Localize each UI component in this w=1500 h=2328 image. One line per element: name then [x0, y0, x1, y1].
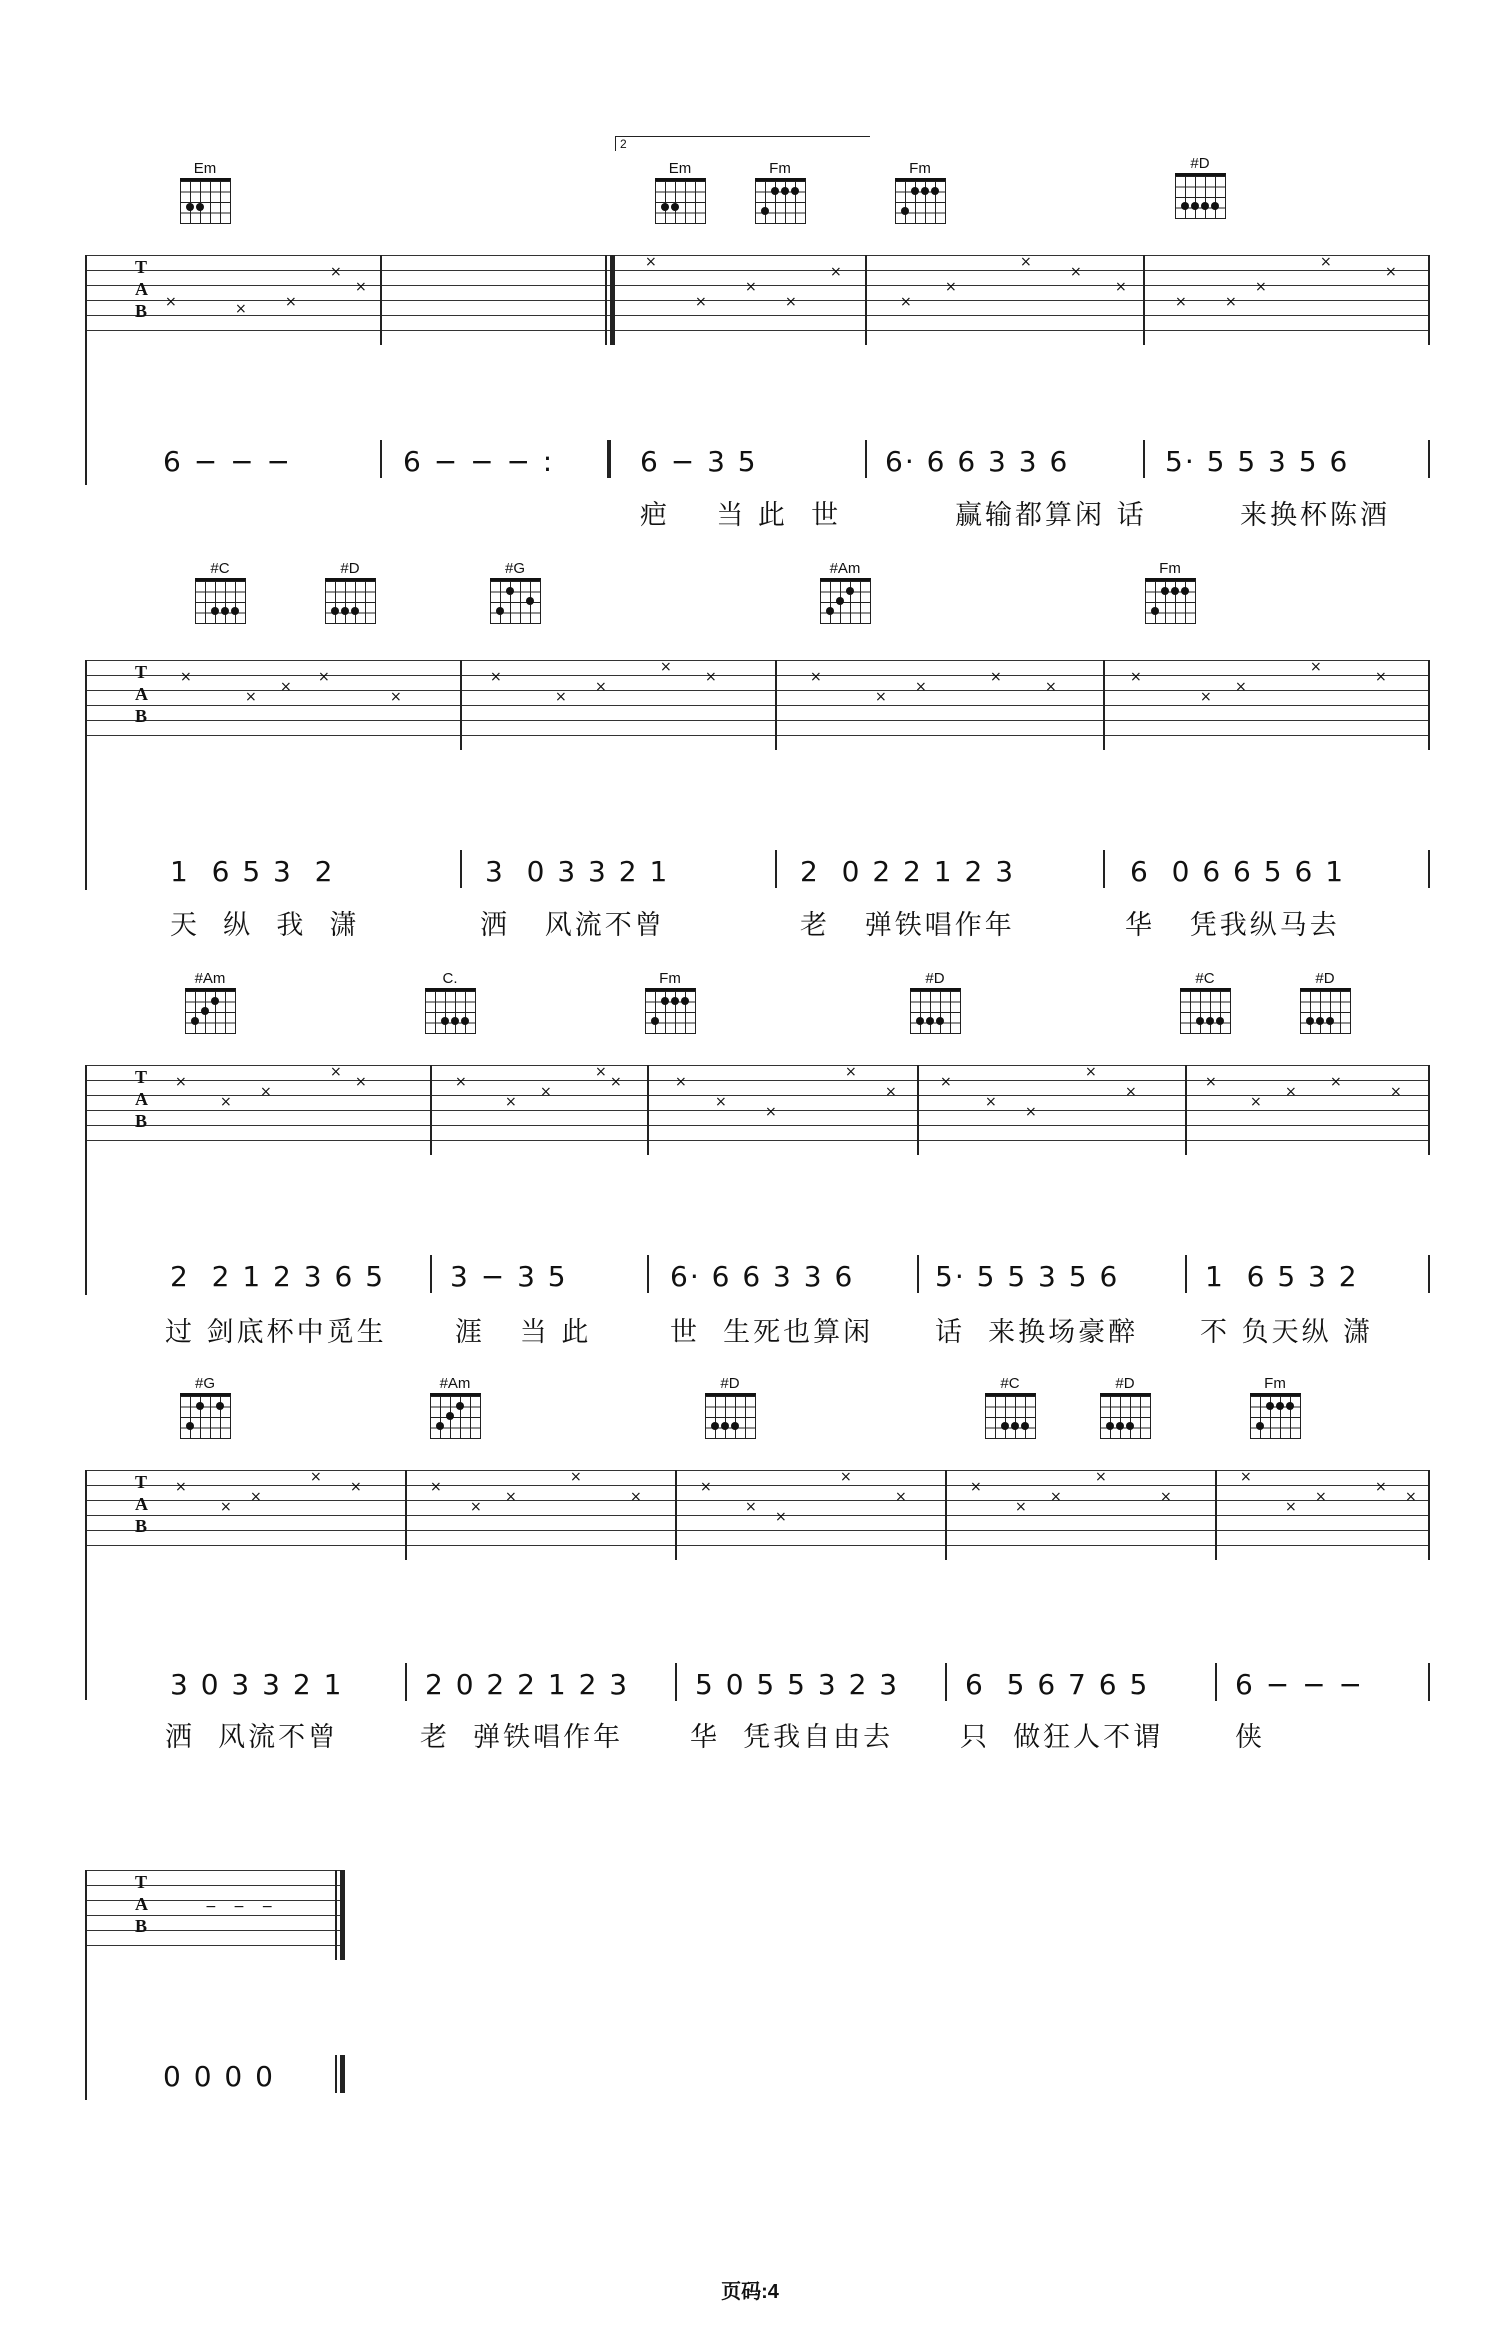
- lyric-line: 赢输都算闲 话: [955, 500, 1147, 531]
- lyric-line: 华 凭我纵马去: [1125, 910, 1340, 941]
- chord-diagram: Fm: [740, 160, 820, 224]
- jianpu-measure: 1 6 5 3 2: [170, 855, 335, 888]
- lyric-line: 洒 风流不曾: [480, 910, 665, 941]
- system-left-bar: [85, 1470, 87, 1700]
- lyric-line: 老 弹铁唱作年: [800, 910, 1015, 941]
- chord-diagram: #G: [165, 1375, 245, 1439]
- chord-diagram: Fm: [880, 160, 960, 224]
- jianpu-measure: 3 − 3 5: [450, 1260, 568, 1293]
- jianpu-measure: 6· 6 6 3 3 6: [670, 1260, 855, 1293]
- chord-diagram: #Am: [170, 970, 250, 1034]
- chord-diagram: #C: [1165, 970, 1245, 1034]
- jianpu-measure: 2 0 2 2 1 2 3: [800, 855, 1016, 888]
- system-5: [85, 1870, 345, 2093]
- system-left-bar: [85, 1065, 87, 1295]
- jianpu-measure: 6 5 6 7 6 5: [965, 1668, 1150, 1701]
- system-left-bar: [85, 255, 87, 485]
- chord-diagram: Em: [640, 160, 720, 224]
- chord-diagram: #D: [310, 560, 390, 624]
- jianpu-measure: 6 0 6 6 5 6 1: [1130, 855, 1346, 888]
- chord-diagram: #D: [690, 1375, 770, 1439]
- system-1: [85, 100, 1430, 531]
- jianpu-measure: 0 0 0 0: [163, 2060, 275, 2093]
- system-left-bar: [85, 660, 87, 890]
- lyric-line: 不 负天纵 潇: [1200, 1317, 1374, 1348]
- lyric-line: 老 弹铁唱作年: [420, 1722, 624, 1753]
- jianpu-measure: 6 − − −: [1235, 1668, 1364, 1701]
- lyric-line: 侠: [1235, 1722, 1265, 1753]
- lyric-line: 天 纵 我 潇: [170, 910, 360, 941]
- chord-diagram: Fm: [1235, 1375, 1315, 1439]
- system-4: [85, 1370, 1430, 1770]
- tab-staff: T A B × × × × × × × × × × × × × × × × × × × ×: [85, 255, 1430, 345]
- lyric-line: 世 生死也算闲: [670, 1317, 874, 1348]
- chord-diagram: #G: [475, 560, 555, 624]
- chord-diagram: Fm: [630, 970, 710, 1034]
- lyric-line: 来换杯陈酒: [1240, 500, 1390, 531]
- chord-diagram: #D: [1285, 970, 1365, 1034]
- jianpu-measure: 6 − − − :: [403, 445, 555, 478]
- page-number: 页码:4: [721, 2281, 779, 2303]
- chord-diagram: #C: [970, 1375, 1050, 1439]
- system-2: [85, 555, 1430, 955]
- chord-diagram: Fm: [1130, 560, 1210, 624]
- system-3: [85, 965, 1430, 1365]
- lyric-line: 洒 风流不曾: [165, 1722, 339, 1753]
- jianpu-measure: 5· 5 5 3 5 6: [935, 1260, 1120, 1293]
- lyric-line: 话 来换场豪醉: [935, 1317, 1139, 1348]
- jianpu-measure: 3 0 3 3 2 1: [485, 855, 670, 888]
- lyric-line: 只 做狂人不谓: [960, 1722, 1164, 1753]
- tab-staff: T A B × × × × × × × × × × × × × × × × × × × × × × × × ×: [85, 1065, 1430, 1155]
- chord-diagram: #D: [1085, 1375, 1165, 1439]
- tab-staff: T A B × × × × × × × × × × × × × × × × × × × ×: [85, 660, 1430, 750]
- tab-staff: T A B − − −: [85, 1870, 345, 1960]
- chord-diagram: C.: [410, 970, 490, 1034]
- chord-diagram: Em: [165, 160, 245, 224]
- chord-diagram: #Am: [415, 1375, 495, 1439]
- tab-staff: T A B × × × × × × × × × × × × × × × × × × × × × × × × ×: [85, 1470, 1430, 1560]
- system-left-bar: [85, 1870, 87, 2100]
- lyric-line: 疤 当 此 世: [640, 500, 842, 531]
- chord-diagram: #C: [180, 560, 260, 624]
- jianpu-measure: 5 0 5 5 3 2 3: [695, 1668, 900, 1701]
- jianpu-measure: 6 − − −: [163, 445, 292, 478]
- jianpu-measure: 5· 5 5 3 5 6: [1165, 445, 1350, 478]
- jianpu-measure: 6 − 3 5: [640, 445, 758, 478]
- jianpu-measure: 1 6 5 3 2: [1205, 1260, 1359, 1293]
- volta-bracket: 2: [615, 136, 870, 151]
- lyric-line: 华 凭我自由去: [690, 1722, 894, 1753]
- jianpu-measure: 6· 6 6 3 3 6: [885, 445, 1070, 478]
- chord-diagram: #D: [895, 970, 975, 1034]
- lyric-line: 涯 当 此: [455, 1317, 592, 1348]
- jianpu-measure: 2 0 2 2 1 2 3: [425, 1668, 630, 1701]
- jianpu-measure: 3 0 3 3 2 1: [170, 1668, 344, 1701]
- chord-diagram: #D: [1160, 155, 1240, 219]
- chord-diagram: #Am: [805, 560, 885, 624]
- lyric-line: 过 剑底杯中觅生: [165, 1317, 387, 1348]
- jianpu-measure: 2 2 1 2 3 6 5: [170, 1260, 386, 1293]
